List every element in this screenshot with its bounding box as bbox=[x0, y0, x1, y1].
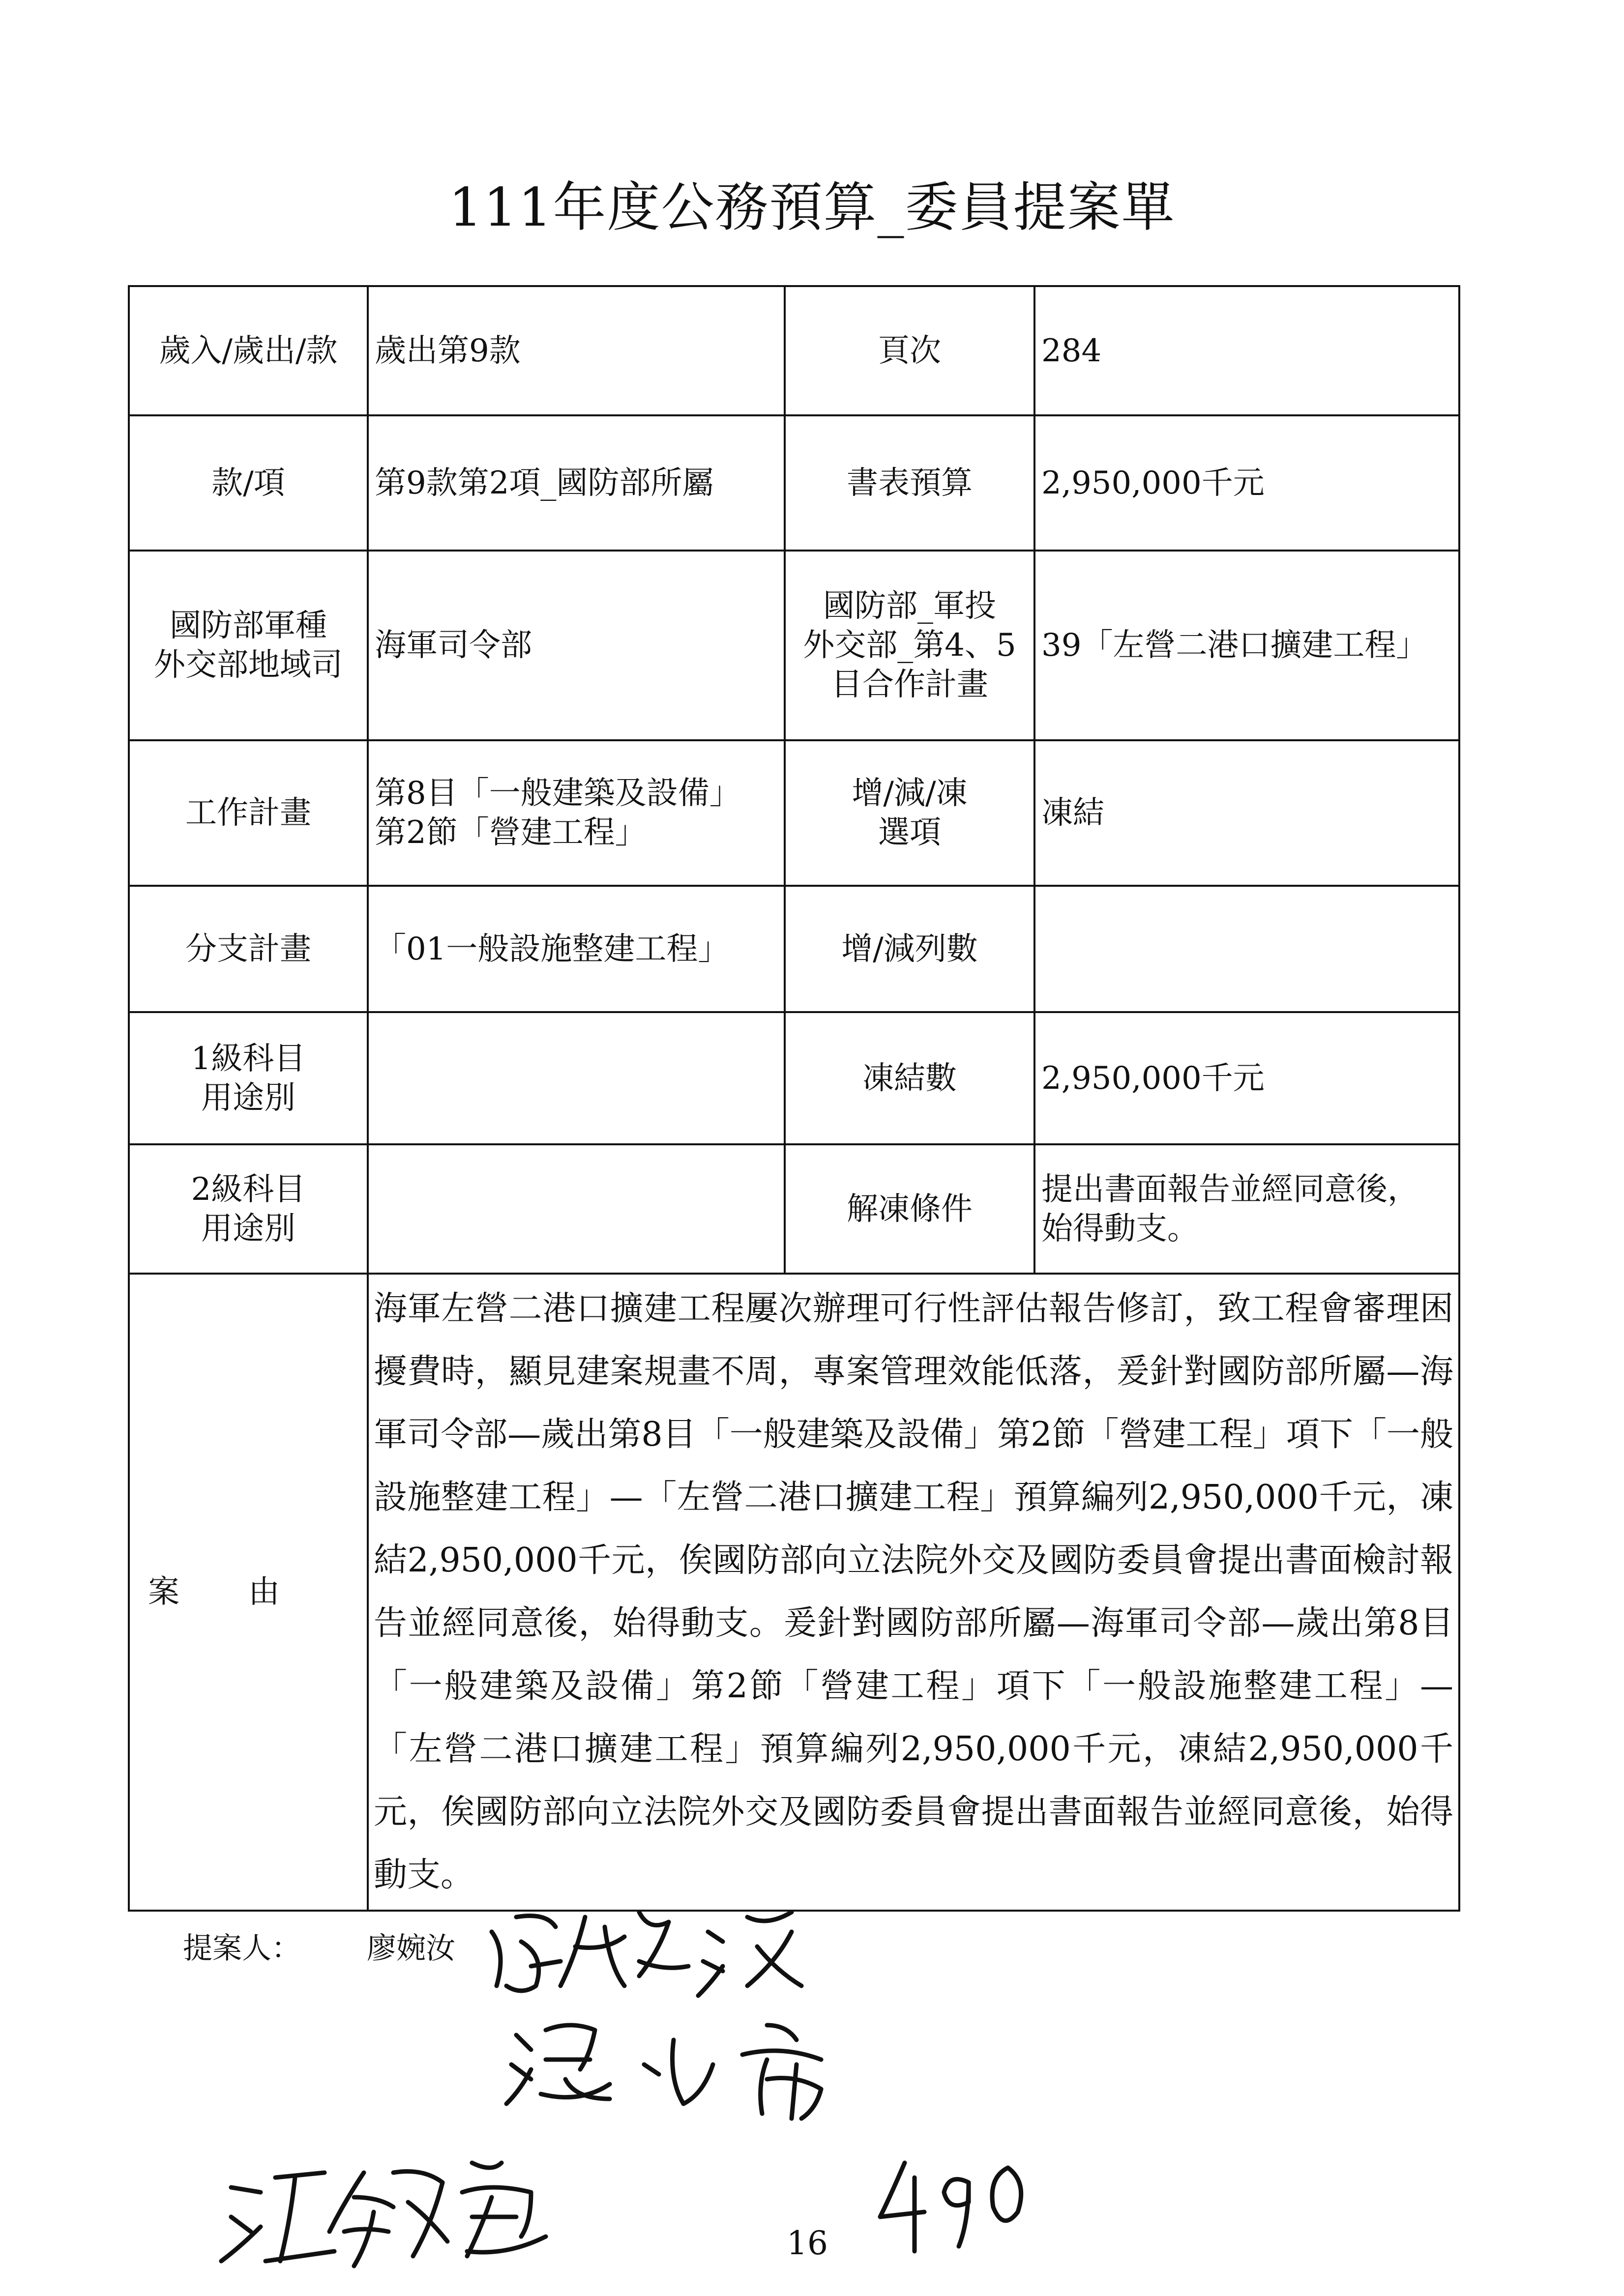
form-row bbox=[129, 1144, 1459, 1274]
field-label-text: 解凍條件 bbox=[847, 1191, 973, 1227]
field-label bbox=[129, 1144, 368, 1274]
reason-label bbox=[129, 1274, 368, 1911]
reason-text bbox=[368, 1274, 1459, 1911]
field-value bbox=[1034, 740, 1459, 886]
field-value-text: 284 bbox=[1041, 332, 1102, 369]
field-value-text: 歲出第9款 bbox=[375, 332, 521, 369]
reason-text-text: 海軍左營二港口擴建工程屢次辦理可行性評估報告修訂，致工程會審理困擾費時，顯見建案規畫不周，專案管理效能低落，爰針對國防部所屬—海軍司令部—歲出第8目「一般建築及設備」第2節「營建工程」項下「一般設施整建工程」—「左營二港口擴建工程」預算編列2,950,000千元，凍結2,950,000千元，俟國防部向立法院外交及國防委員會提出書面檢討報告並經同意後，始得動支。爰針對國防部所屬—海軍司令部—歲出第8目「一般建築及設備」第2節「營建工程」項下「一般設施整建工程」—「左營二港口擴建工程」預算編列2,950,000千元，凍結2,950,000千元，俟國防部向立法院外交及國防委員會提出書面報告並經同意後，始得動支。 bbox=[374, 1289, 1454, 1894]
form-row bbox=[129, 740, 1459, 886]
field-value bbox=[1034, 415, 1459, 551]
signature-2 bbox=[506, 2025, 821, 2119]
field-label-text: 2級科目 用途別 bbox=[191, 1171, 306, 1247]
field-value-text: 提出書面報告並經同意後， 始得動支。 bbox=[1041, 1171, 1419, 1247]
field-label-text: 凍結數 bbox=[862, 1060, 957, 1097]
field-label bbox=[129, 415, 368, 551]
proposer-name: 廖婉汝 bbox=[367, 1931, 455, 1966]
field-value-text: 第9款第2項_國防部所屬 bbox=[375, 465, 714, 501]
field-value bbox=[368, 886, 785, 1012]
field-value bbox=[1034, 286, 1459, 415]
field-label bbox=[129, 286, 368, 415]
form-body bbox=[128, 285, 1460, 1968]
field-value-text: 第8目「一般建築及設備」 第2節「營建工程」 bbox=[375, 775, 741, 851]
field-label-text: 國防部_軍投 外交部_第4、5 目合作計畫 bbox=[803, 588, 1016, 703]
field-label bbox=[785, 286, 1034, 415]
field-value-text: 凍結 bbox=[1041, 795, 1104, 831]
field-value bbox=[368, 415, 785, 551]
proposer-line bbox=[128, 1929, 1460, 1968]
page-number: 16 bbox=[787, 2224, 828, 2262]
field-label bbox=[785, 551, 1034, 740]
document-title: 111年度公務預算_委員提案單 bbox=[448, 177, 1176, 238]
field-value bbox=[368, 740, 785, 886]
field-label-text: 分支計畫 bbox=[185, 930, 311, 967]
field-value-text: 2,950,000千元 bbox=[1041, 465, 1265, 501]
field-label bbox=[129, 551, 368, 740]
field-value-text: 2,950,000千元 bbox=[1041, 1060, 1265, 1097]
field-label-text: 國防部軍種 外交部地域司 bbox=[154, 608, 343, 683]
field-value-text: 39「左營二港口擴建工程」 bbox=[1041, 627, 1428, 664]
field-value bbox=[1034, 551, 1459, 740]
field-label bbox=[129, 740, 368, 886]
handwritten-number-490 bbox=[880, 2163, 1021, 2251]
form-row bbox=[129, 1012, 1459, 1144]
form-row bbox=[129, 551, 1459, 740]
field-value bbox=[368, 286, 785, 415]
proposal-form-table bbox=[128, 285, 1460, 1912]
field-label bbox=[785, 886, 1034, 1012]
field-label-text: 1級科目 用途別 bbox=[191, 1040, 306, 1116]
field-label-text: 歲入/歲出/款 bbox=[159, 332, 338, 369]
field-value bbox=[368, 1144, 785, 1274]
field-label-text: 增/減/凍 選項 bbox=[852, 775, 968, 851]
form-row bbox=[129, 415, 1459, 551]
field-value-text: 「01一般設施整建工程」 bbox=[375, 930, 730, 967]
field-label bbox=[129, 886, 368, 1012]
field-label bbox=[785, 1144, 1034, 1274]
field-label bbox=[129, 1012, 368, 1144]
field-label-text: 頁次 bbox=[878, 332, 941, 369]
field-label bbox=[785, 1012, 1034, 1144]
field-label bbox=[785, 415, 1034, 551]
form-row bbox=[129, 886, 1459, 1012]
proposer-label: 提案人： bbox=[183, 1931, 301, 1966]
reason-label-text: 案由 bbox=[148, 1574, 349, 1610]
field-value bbox=[1034, 1144, 1459, 1274]
field-value bbox=[1034, 1012, 1459, 1144]
form-row bbox=[129, 286, 1459, 415]
field-label-text: 款/項 bbox=[211, 465, 285, 501]
field-value bbox=[1034, 886, 1459, 1012]
signature-3 bbox=[221, 2163, 546, 2266]
field-label-text: 書表預算 bbox=[847, 465, 973, 501]
field-label-text: 增/減列數 bbox=[841, 930, 978, 967]
field-value-text: 海軍司令部 bbox=[375, 627, 532, 664]
field-value bbox=[368, 1012, 785, 1144]
field-label-text: 工作計畫 bbox=[185, 795, 311, 831]
reason-row bbox=[129, 1274, 1459, 1911]
field-label bbox=[785, 740, 1034, 886]
field-value bbox=[368, 551, 785, 740]
